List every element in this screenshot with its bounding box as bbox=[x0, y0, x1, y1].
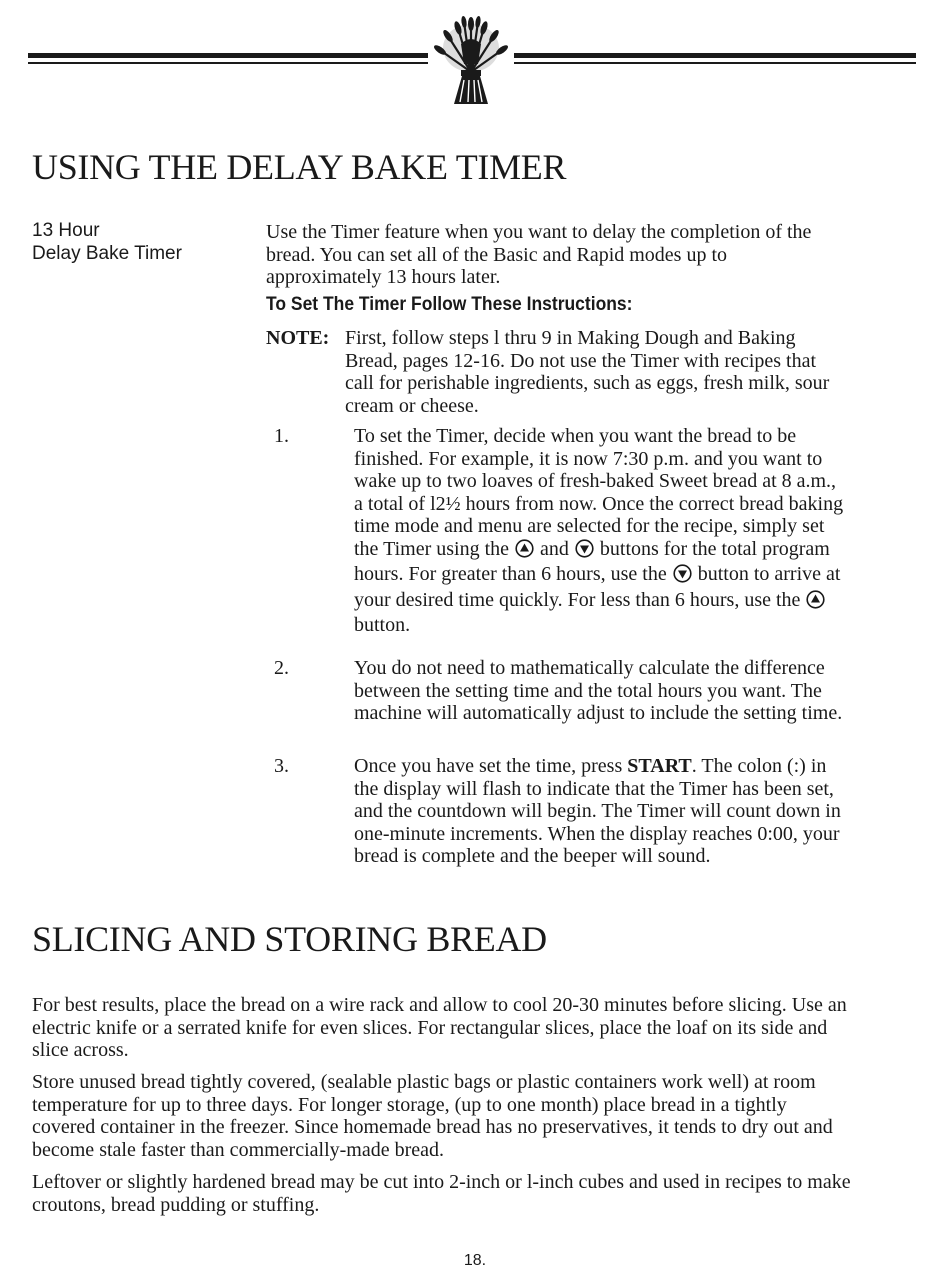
down-arrow-button-icon bbox=[673, 564, 692, 589]
instructions-subheading: To Set The Timer Follow These Instructions: bbox=[266, 294, 633, 315]
slicing-paragraph: For best results, place the bread on a wire rack and allow to cool 20-30 minutes before slicing. Use an electric knife or a serrated knife for even slices. For rectangular slices, place the loaf on its side and slice across. bbox=[32, 994, 847, 1061]
start-keyword: START bbox=[627, 755, 692, 777]
storing-paragraph: Store unused bread tightly covered, (sealable plastic bags or plastic containers work well) at room temperature for up to three days. For longer storage, (up to one month) place bread in a tightly covered container in the freezer. Since homemade bread has no preservatives, it tends to dry out and become stale faster than commercially-made bread. bbox=[32, 1071, 833, 1161]
leftover-paragraph: Leftover or slightly hardened bread may be cut into 2-inch or l-inch cubes and used in recipes to make croutons, bread pudding or stuffing. bbox=[32, 1171, 851, 1216]
page-number: 18. bbox=[463, 1252, 487, 1269]
step-number: 2. bbox=[274, 657, 289, 679]
note-text: First, follow steps l thru 9 in Making Dough and Baking Bread, pages 12-16. Do not use the Timer with recipes that call for perishable ingredients, such as eggs, fresh milk, sour cream or cheese. bbox=[345, 327, 830, 417]
up-arrow-button-icon bbox=[806, 590, 825, 615]
section-title-slicing-storing: SLICING AND STORING BREAD bbox=[32, 919, 547, 959]
up-arrow-button-icon bbox=[515, 539, 534, 564]
step-number: 3. bbox=[274, 755, 289, 777]
step-text: To set the Timer, decide when you want the bread to be finished. For example, it is now 7:30 p.m. and you want to wake up to two loaves of fresh-baked Sweet bread at 8 a.m., a total of l2½ hours from now. Once the correct bread baking time mode and menu are selected for the recipe, simply set the Timer using the and buttons for the total program hours. For greater than 6 hours, use the button to arrive at your desired time quickly. For less than 6 hours, use the button. bbox=[354, 425, 844, 636]
step-text: Once you have set the time, press START. The colon (:) in the display will flash to indicate that the Timer has been set, and the countdown will begin. The Timer will count down in one-minute increments. When the display reaches 0:00, your bread is complete and the beeper will sound. bbox=[354, 755, 841, 867]
intro-paragraph: Use the Timer feature when you want to delay the completion of the bread. You can set all of the Basic and Rapid modes up to approximately 13 hours later. bbox=[266, 221, 812, 288]
side-label-line-2: Delay Bake Timer bbox=[32, 243, 182, 264]
side-label-line-1: 13 Hour bbox=[32, 220, 100, 241]
down-arrow-button-icon bbox=[575, 539, 594, 564]
wheat-sheaf-icon bbox=[428, 14, 514, 106]
step-number: 1. bbox=[274, 425, 289, 447]
step-text: You do not need to mathematically calculate the difference between the setting time and the total hours you want. The machine will automatically adjust to include the setting time. bbox=[354, 657, 843, 724]
note-label: NOTE: bbox=[266, 327, 330, 349]
side-label bbox=[32, 219, 232, 265]
section-title-delay-bake-timer: USING THE DELAY BAKE TIMER bbox=[32, 147, 567, 187]
